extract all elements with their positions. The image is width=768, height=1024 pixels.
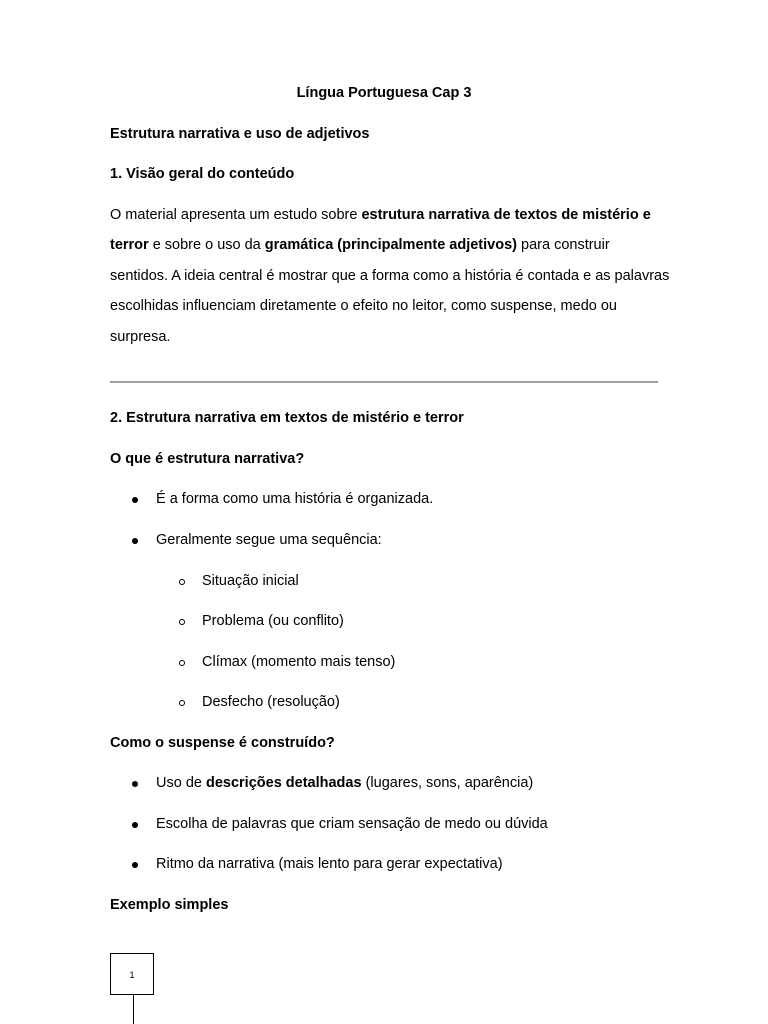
- paragraph-emphasis: gramática (principalmente adjetivos): [264, 237, 517, 253]
- question-heading: Como o suspense é construído?: [110, 735, 335, 751]
- list-item: Escolha de palavras que criam sensação de medo ou dúvida: [156, 816, 548, 832]
- list-item: [156, 774, 533, 792]
- page-number: 1: [110, 953, 154, 995]
- page-number-connector: [133, 995, 134, 1024]
- document-subtitle: Estrutura narrativa e uso de adjetivos: [110, 126, 370, 142]
- example-heading: Exemplo simples: [110, 897, 229, 913]
- bullet-icon: [132, 781, 138, 787]
- hollow-bullet-icon: [179, 619, 185, 625]
- paragraph-line: escolhidas influenciam diretamente o efeito no leitor, como suspense, medo ou: [110, 298, 617, 314]
- paragraph-line: surpresa.: [110, 329, 171, 345]
- section2-heading: 2. Estrutura narrativa em textos de mistério e terror: [110, 410, 464, 426]
- list-item-text: Uso de: [156, 775, 206, 791]
- bullet-icon: [132, 822, 138, 828]
- question-heading: O que é estrutura narrativa?: [110, 451, 305, 467]
- document-title: Língua Portuguesa Cap 3: [296, 85, 472, 101]
- list-item: Geralmente segue uma sequência:: [156, 532, 382, 548]
- paragraph-line: [110, 206, 651, 224]
- paragraph-emphasis: terror: [110, 237, 149, 253]
- paragraph-line: sentidos. A ideia central é mostrar que a forma como a história é contada e as palavras: [110, 268, 670, 284]
- section1-heading: 1. Visão geral do conteúdo: [110, 166, 295, 182]
- hollow-bullet-icon: [179, 660, 185, 666]
- sub-list-item: Situação inicial: [202, 573, 299, 589]
- horizontal-divider: [110, 381, 658, 383]
- bullet-icon: [132, 497, 138, 503]
- paragraph-text: O material apresenta um estudo sobre: [110, 207, 362, 223]
- bullet-icon: [132, 862, 138, 868]
- list-item-text: (lugares, sons, aparência): [361, 775, 534, 791]
- list-item: É a forma como uma história é organizada.: [156, 491, 434, 507]
- bullet-icon: [132, 538, 138, 544]
- list-item-emphasis: descrições detalhadas: [205, 775, 362, 791]
- list-item: Ritmo da narrativa (mais lento para gerar expectativa): [156, 856, 503, 872]
- sub-list-item: Clímax (momento mais tenso): [202, 654, 396, 670]
- sub-list-item: Problema (ou conflito): [202, 613, 344, 629]
- hollow-bullet-icon: [179, 700, 185, 706]
- paragraph-text: e sobre o uso da: [148, 237, 265, 253]
- sub-list-item: Desfecho (resolução): [202, 694, 340, 710]
- paragraph-text: para construir: [516, 237, 610, 253]
- hollow-bullet-icon: [179, 579, 185, 585]
- paragraph-line: [110, 236, 610, 254]
- paragraph-emphasis: estrutura narrativa de textos de mistério e: [361, 207, 651, 223]
